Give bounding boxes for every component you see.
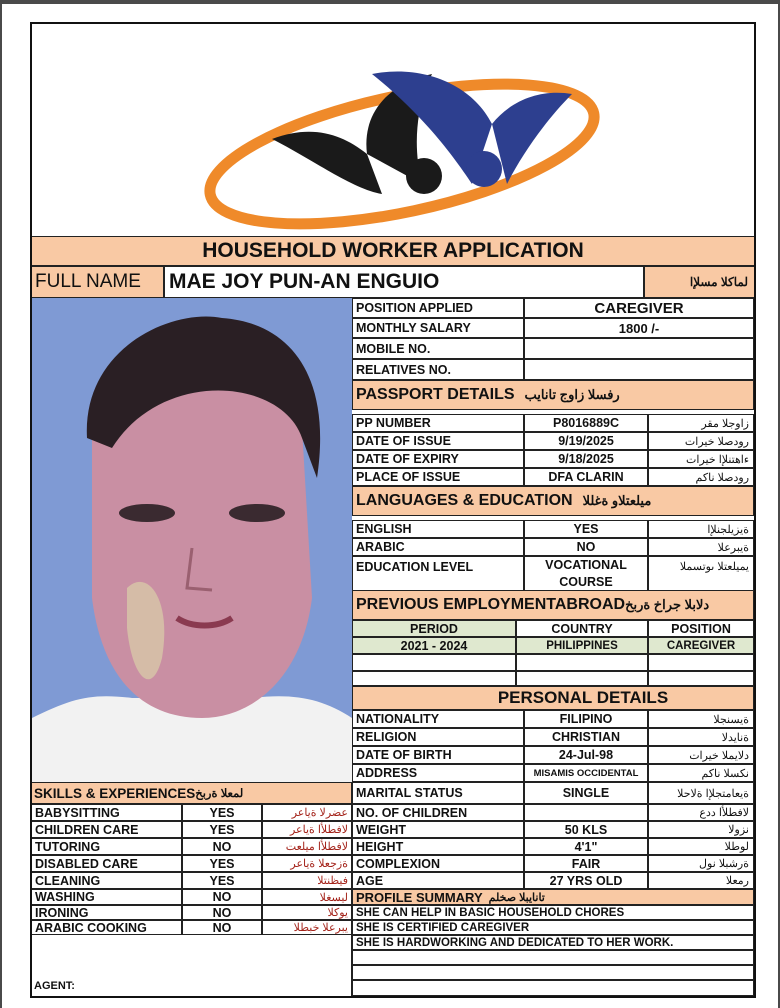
employment-empty-cell [648, 671, 754, 686]
profile-heading-text: PROFILE SUMMARY [356, 889, 483, 905]
nationality-value: FILIPINO [524, 710, 648, 728]
skill-label: DISABLED CARE [32, 855, 182, 872]
skill-value: NO [182, 889, 262, 905]
skill-label: WASHING [32, 889, 182, 905]
skill-label: TUTORING [32, 838, 182, 855]
skill-arabic: يوكلا [262, 905, 352, 920]
agent-label: AGENT: [34, 980, 75, 992]
mobile-no-value [524, 338, 754, 359]
nationality-arabic: ةيسنجلا [648, 710, 754, 728]
agent-box [32, 935, 352, 996]
place-of-issue-value: DFA CLARIN [524, 468, 648, 486]
languages-heading-arabic: ميلعتلاو ةغللا [582, 493, 652, 508]
marital-status-arabic: ةيعامتجلإا ةلاحلا [648, 782, 754, 804]
date-of-issue-arabic: رودصلا خيرات [648, 432, 754, 450]
skill-label: IRONING [32, 905, 182, 920]
date-of-birth-label: DATE OF BIRTH [352, 746, 524, 764]
date-of-expiry-arabic: ءاهتنلإا خيرات [648, 450, 754, 468]
profile-empty-line [352, 965, 754, 980]
education-level-label: EDUCATION LEVEL [352, 556, 524, 592]
education-level-value [524, 556, 648, 592]
relatives-no-value [524, 359, 754, 380]
place-of-issue-arabic: رودصلا ناكم [648, 468, 754, 486]
address-label: ADDRESS [352, 764, 524, 782]
skill-arabic: عضرلا ةياعر [262, 804, 352, 821]
mobile-no-label: MOBILE NO. [352, 338, 524, 359]
weight-label: WEIGHT [352, 821, 524, 838]
arabic-arabic: ةيبرعلا [648, 538, 754, 556]
address-arabic: نكسلا ناكم [648, 764, 754, 782]
weight-arabic: نزولا [648, 821, 754, 838]
skill-arabic: يبرعلا خبطلا [262, 920, 352, 935]
complexion-value: FAIR [524, 855, 648, 872]
age-label: AGE [352, 872, 524, 889]
profile-empty-line [352, 950, 754, 965]
skill-value: YES [182, 804, 262, 821]
skills-heading [32, 782, 352, 804]
form-title: HOUSEHOLD WORKER APPLICATION [32, 236, 754, 266]
full-name-arabic: لماكلا مسلإا [644, 266, 754, 298]
complexion-label: COMPLEXION [352, 855, 524, 872]
pp-number-label: PP NUMBER [352, 414, 524, 432]
passport-heading-arabic: رفسلا زاوج تانايب [524, 387, 620, 402]
position-applied-label: POSITION APPLIED [352, 298, 524, 318]
english-value: YES [524, 520, 648, 538]
age-arabic: رمعلا [648, 872, 754, 889]
skill-label: BABYSITTING [32, 804, 182, 821]
skill-value: NO [182, 905, 262, 920]
no-of-children-label: NO. OF CHILDREN [352, 804, 524, 821]
employment-row-period: 2021 - 2024 [352, 637, 516, 654]
monthly-salary-label: MONTHLY SALARY [352, 318, 524, 338]
place-of-issue-label: PLACE OF ISSUE [352, 468, 524, 486]
skill-label: CHILDREN CARE [32, 821, 182, 838]
profile-heading-arabic: تانايبلا صخلم [488, 891, 545, 904]
languages-heading [352, 486, 754, 516]
marital-status-value: SINGLE [524, 782, 648, 804]
english-arabic: ةيزيلجنلإا [648, 520, 754, 538]
religion-arabic: ةنايدلا [648, 728, 754, 746]
date-of-expiry-value: 9/18/2025 [524, 450, 648, 468]
skill-arabic: لافطلأا ةياعر [262, 821, 352, 838]
religion-value: CHRISTIAN [524, 728, 648, 746]
application-form [30, 22, 756, 998]
profile-line: SHE CAN HELP IN BASIC HOUSEHOLD CHORES [352, 905, 754, 920]
date-of-issue-label: DATE OF ISSUE [352, 432, 524, 450]
skills-heading-arabic: لمعلا ةربخ [195, 788, 244, 800]
employment-col-period: PERIOD [352, 620, 516, 637]
skill-value: YES [182, 821, 262, 838]
applicant-photo [32, 298, 352, 782]
english-label: ENGLISH [352, 520, 524, 538]
employment-empty-cell [352, 654, 516, 671]
arabic-value: NO [524, 538, 648, 556]
passport-heading [352, 380, 754, 410]
full-name-label: FULL NAME [32, 266, 164, 298]
employment-row-position: CAREGIVER [648, 637, 754, 654]
no-of-children-arabic: لافطلأا ددع [648, 804, 754, 821]
date-of-birth-value: 24-Jul-98 [524, 746, 648, 764]
skill-label: CLEANING [32, 872, 182, 889]
address-value: MISAMIS OCCIDENTAL [524, 764, 648, 782]
date-of-birth-arabic: دلايملا خيرات [648, 746, 754, 764]
religion-label: RELIGION [352, 728, 524, 746]
skill-arabic: ليسغلا [262, 889, 352, 905]
profile-heading [352, 889, 754, 905]
weight-value: 50 KLS [524, 821, 648, 838]
pp-number-value: P8016889C [524, 414, 648, 432]
education-value-line2: COURSE [559, 575, 613, 589]
employment-heading-arabic: دلابلا جراخ ةربخ [625, 597, 710, 612]
agency-logo [192, 44, 612, 244]
height-value: 4'1" [524, 838, 648, 855]
page [2, 4, 778, 1008]
skills-heading-text: SKILLS & EXPERIENCES [34, 785, 196, 801]
height-label: HEIGHT [352, 838, 524, 855]
personal-heading: PERSONAL DETAILS [352, 686, 754, 710]
complexion-arabic: ةرشبلا نول [648, 855, 754, 872]
position-applied-value: CAREGIVER [524, 298, 754, 318]
skill-label: ARABIC COOKING [32, 920, 182, 935]
employment-empty-cell [648, 654, 754, 671]
profile-empty-line [352, 980, 754, 996]
pp-number-arabic: زاوجلا مقر [648, 414, 754, 432]
height-arabic: لوطلا [648, 838, 754, 855]
no-of-children-value [524, 804, 648, 821]
languages-heading-text: LANGUAGES & EDUCATION [356, 492, 573, 509]
employment-empty-cell [516, 654, 648, 671]
skill-value: NO [182, 838, 262, 855]
employment-col-position: POSITION [648, 620, 754, 637]
employment-empty-cell [516, 671, 648, 686]
passport-heading-text: PASSPORT DETAILS [356, 386, 515, 403]
skill-value: YES [182, 855, 262, 872]
employment-row-country: PHILIPPINES [516, 637, 648, 654]
monthly-salary-value: 1800 /- [524, 318, 754, 338]
relatives-no-label: RELATIVES NO. [352, 359, 524, 380]
skill-value: NO [182, 920, 262, 935]
employment-heading [352, 590, 754, 620]
skill-arabic: فيظنتلا [262, 872, 352, 889]
full-name-value: MAE JOY PUN-AN ENGUIO [164, 266, 644, 298]
education-level-arabic: يميلعتلا ىوتسملا [648, 556, 754, 592]
profile-line: SHE IS CERTIFIED CAREGIVER [352, 920, 754, 935]
education-value-line1: VOCATIONAL [545, 558, 627, 572]
age-value: 27 YRS OLD [524, 872, 648, 889]
profile-line: SHE IS HARDWORKING AND DEDICATED TO HER WORK. [352, 935, 754, 950]
employment-col-country: COUNTRY [516, 620, 648, 637]
arabic-label: ARABIC [352, 538, 524, 556]
skill-arabic: لافطلأا ميلعت [262, 838, 352, 855]
employment-heading-text: PREVIOUS EMPLOYMENTABROAD [356, 596, 626, 613]
skill-arabic: ةزجعلا ةياعر [262, 855, 352, 872]
date-of-issue-value: 9/19/2025 [524, 432, 648, 450]
employment-empty-cell [352, 671, 516, 686]
date-of-expiry-label: DATE OF EXPIRY [352, 450, 524, 468]
nationality-label: NATIONALITY [352, 710, 524, 728]
marital-status-label: MARITAL STATUS [352, 782, 524, 804]
skill-value: YES [182, 872, 262, 889]
